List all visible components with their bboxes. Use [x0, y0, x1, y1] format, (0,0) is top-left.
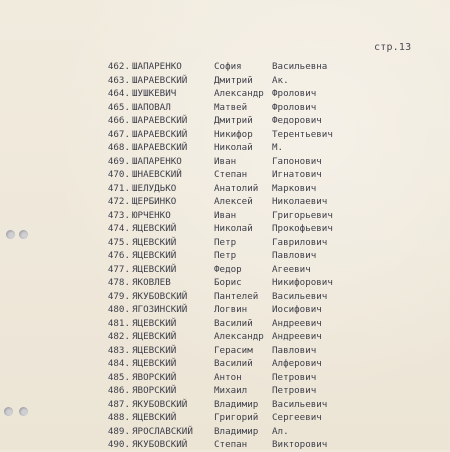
- patronymic: Гапонович: [272, 155, 322, 167]
- first-name: Борис: [214, 277, 242, 288]
- patronymic: Петрович: [272, 385, 317, 396]
- first-name: Петр: [214, 250, 237, 261]
- patronymic: Павлович: [272, 344, 317, 356]
- first-name: Анатолий: [214, 182, 259, 194]
- first-name: Василий: [214, 358, 253, 369]
- surname: ШУШКЕВИЧ: [132, 88, 177, 99]
- first-name: Дмитрий: [214, 74, 253, 86]
- entry-number: 480.: [107, 304, 130, 315]
- list-item: [0, 398, 450, 412]
- surname: ЯЦЕВСКИЙ: [132, 223, 177, 234]
- first-name: Михаил: [214, 385, 248, 396]
- first-name: Иван: [214, 155, 237, 167]
- first-name: Матвей: [214, 101, 248, 113]
- patronymic: Ак.: [272, 74, 289, 86]
- first-name: Пантелей: [214, 290, 259, 302]
- first-name: Василий: [214, 317, 253, 329]
- entry-number: 485.: [107, 371, 130, 383]
- entry-number: 483.: [107, 344, 130, 356]
- list-item: [0, 222, 450, 236]
- patronymic: Игнатович: [272, 169, 322, 180]
- first-name: Александр: [214, 88, 264, 99]
- surname: ЯКУБОВСКИЙ: [132, 398, 188, 410]
- list-item: [0, 317, 450, 331]
- entry-number: 479.: [107, 290, 130, 302]
- first-name: Дмитрий: [214, 115, 253, 126]
- surname: ШАРАЕВСКИЙ: [132, 115, 188, 126]
- surname: ЯВОРСКИЙ: [132, 371, 177, 383]
- list-item: [0, 168, 450, 182]
- first-name: Антон: [214, 371, 242, 383]
- entry-number: 473.: [107, 209, 130, 221]
- first-name: Логвин: [214, 304, 248, 315]
- entry-number: 489.: [107, 425, 130, 437]
- surname: ЯЦЕВСКИЙ: [132, 344, 177, 356]
- name-list: [0, 60, 450, 452]
- list-item: [0, 357, 450, 371]
- entry-number: 481.: [107, 317, 130, 329]
- first-name: Петр: [214, 236, 237, 248]
- list-item: [0, 425, 450, 439]
- list-item: [0, 438, 450, 452]
- entry-number: 486.: [107, 385, 130, 396]
- patronymic: Ал.: [272, 425, 289, 437]
- entry-number: 463.: [107, 74, 130, 86]
- list-item: [0, 195, 450, 209]
- patronymic: Григорьевич: [272, 209, 333, 221]
- surname: ШАПАРЕНКО: [132, 155, 182, 167]
- list-item: [0, 101, 450, 115]
- surname: ЯГОЗИНСКИЙ: [132, 304, 188, 315]
- entry-number: 476.: [107, 250, 130, 261]
- surname: ЯЦЕВСКИЙ: [132, 236, 177, 248]
- list-item: [0, 411, 450, 425]
- entry-number: 472.: [107, 196, 130, 207]
- patronymic: Иосифович: [272, 304, 322, 315]
- entry-number: 477.: [107, 263, 130, 275]
- patronymic: Васильевич: [272, 398, 328, 410]
- surname: ШНАЕВСКИЙ: [132, 169, 182, 180]
- surname: ЯКУБОВСКИЙ: [132, 290, 188, 302]
- first-name: Николай: [214, 223, 253, 234]
- surname: ШАПОВАЛ: [132, 101, 171, 113]
- first-name: Герасим: [214, 344, 253, 356]
- surname: ЯРОСЛАВСКИЙ: [132, 425, 193, 437]
- surname: ЮРЧЕНКО: [132, 209, 171, 221]
- surname: ШАПАРЕНКО: [132, 61, 182, 72]
- page-number: стр.13: [374, 42, 412, 53]
- patronymic: Васильевич: [272, 290, 328, 302]
- entry-number: 490.: [107, 439, 130, 450]
- patronymic: Терентьевич: [272, 128, 333, 140]
- patronymic: Маркович: [272, 182, 317, 194]
- list-item: [0, 330, 450, 344]
- list-item: [0, 60, 450, 74]
- list-item: [0, 128, 450, 142]
- surname: ШЕЛУДЬКО: [132, 182, 177, 194]
- entry-number: 482.: [107, 331, 130, 342]
- list-item: [0, 182, 450, 196]
- patronymic: Агеевич: [272, 263, 311, 275]
- list-item: [0, 236, 450, 250]
- list-item: [0, 344, 450, 358]
- patronymic: Алферович: [272, 358, 322, 369]
- list-item: [0, 155, 450, 169]
- patronymic: М.: [272, 142, 284, 153]
- surname: ЩЕРБИНКО: [132, 196, 177, 207]
- patronymic: Павлович: [272, 250, 317, 261]
- patronymic: Фролович: [272, 88, 317, 99]
- surname: ШАРАЕВСКИЙ: [132, 142, 188, 153]
- entry-number: 467.: [107, 128, 130, 140]
- patronymic: Николаевич: [272, 196, 328, 207]
- first-name: Алексей: [214, 196, 253, 207]
- entry-number: 468.: [107, 142, 130, 153]
- first-name: Николай: [214, 142, 253, 153]
- list-item: [0, 384, 450, 398]
- entry-number: 470.: [107, 169, 130, 180]
- list-item: [0, 303, 450, 317]
- entry-number: 464.: [107, 88, 130, 99]
- patronymic: Андреевич: [272, 331, 322, 342]
- first-name: Степан: [214, 439, 248, 450]
- list-item: [0, 141, 450, 155]
- entry-number: 487.: [107, 398, 130, 410]
- surname: ЯЦЕВСКИЙ: [132, 250, 177, 261]
- entry-number: 471.: [107, 182, 130, 194]
- surname: ЯЦЕВСКИЙ: [132, 358, 177, 369]
- surname: ЯЦЕВСКИЙ: [132, 331, 177, 342]
- entry-number: 488.: [107, 412, 130, 423]
- surname: ЯЦЕВСКИЙ: [132, 263, 177, 275]
- patronymic: Федорович: [272, 115, 322, 126]
- patronymic: Петрович: [272, 371, 317, 383]
- surname: ЯЦЕВСКИЙ: [132, 412, 177, 423]
- first-name: София: [214, 61, 242, 72]
- first-name: Владимир: [214, 425, 259, 437]
- list-item: [0, 290, 450, 304]
- patronymic: Викторович: [272, 439, 328, 450]
- first-name: Григорий: [214, 412, 259, 423]
- entry-number: 484.: [107, 358, 130, 369]
- surname: ЯКУБОВСКИЙ: [132, 439, 188, 450]
- entry-number: 474.: [107, 223, 130, 234]
- patronymic: Прокофьевич: [272, 223, 333, 234]
- surname: ЯВОРСКИЙ: [132, 385, 177, 396]
- first-name: Александр: [214, 331, 264, 342]
- list-item: [0, 263, 450, 277]
- entry-number: 469.: [107, 155, 130, 167]
- surname: ЯКОВЛЕВ: [132, 277, 171, 288]
- entry-number: 478.: [107, 277, 130, 288]
- list-item: [0, 371, 450, 385]
- patronymic: Гаврилович: [272, 236, 328, 248]
- first-name: Никифор: [214, 128, 253, 140]
- patronymic: Фролович: [272, 101, 317, 113]
- patronymic: Васильевна: [272, 61, 328, 72]
- first-name: Федор: [214, 263, 242, 275]
- list-item: [0, 276, 450, 290]
- entry-number: 465.: [107, 101, 130, 113]
- patronymic: Сергеевич: [272, 412, 322, 423]
- surname: ШАРАЕВСКИЙ: [132, 74, 188, 86]
- patronymic: Никифорович: [272, 277, 333, 288]
- patronymic: Андреевич: [272, 317, 322, 329]
- surname: ШАРАЕВСКИЙ: [132, 128, 188, 140]
- first-name: Степан: [214, 169, 248, 180]
- list-item: [0, 209, 450, 223]
- list-item: [0, 87, 450, 101]
- entry-number: 475.: [107, 236, 130, 248]
- list-item: [0, 114, 450, 128]
- first-name: Владимир: [214, 398, 259, 410]
- first-name: Иван: [214, 209, 237, 221]
- surname: ЯЦЕВСКИЙ: [132, 317, 177, 329]
- entry-number: 462.: [107, 61, 130, 72]
- list-item: [0, 249, 450, 263]
- list-item: [0, 74, 450, 88]
- entry-number: 466.: [107, 115, 130, 126]
